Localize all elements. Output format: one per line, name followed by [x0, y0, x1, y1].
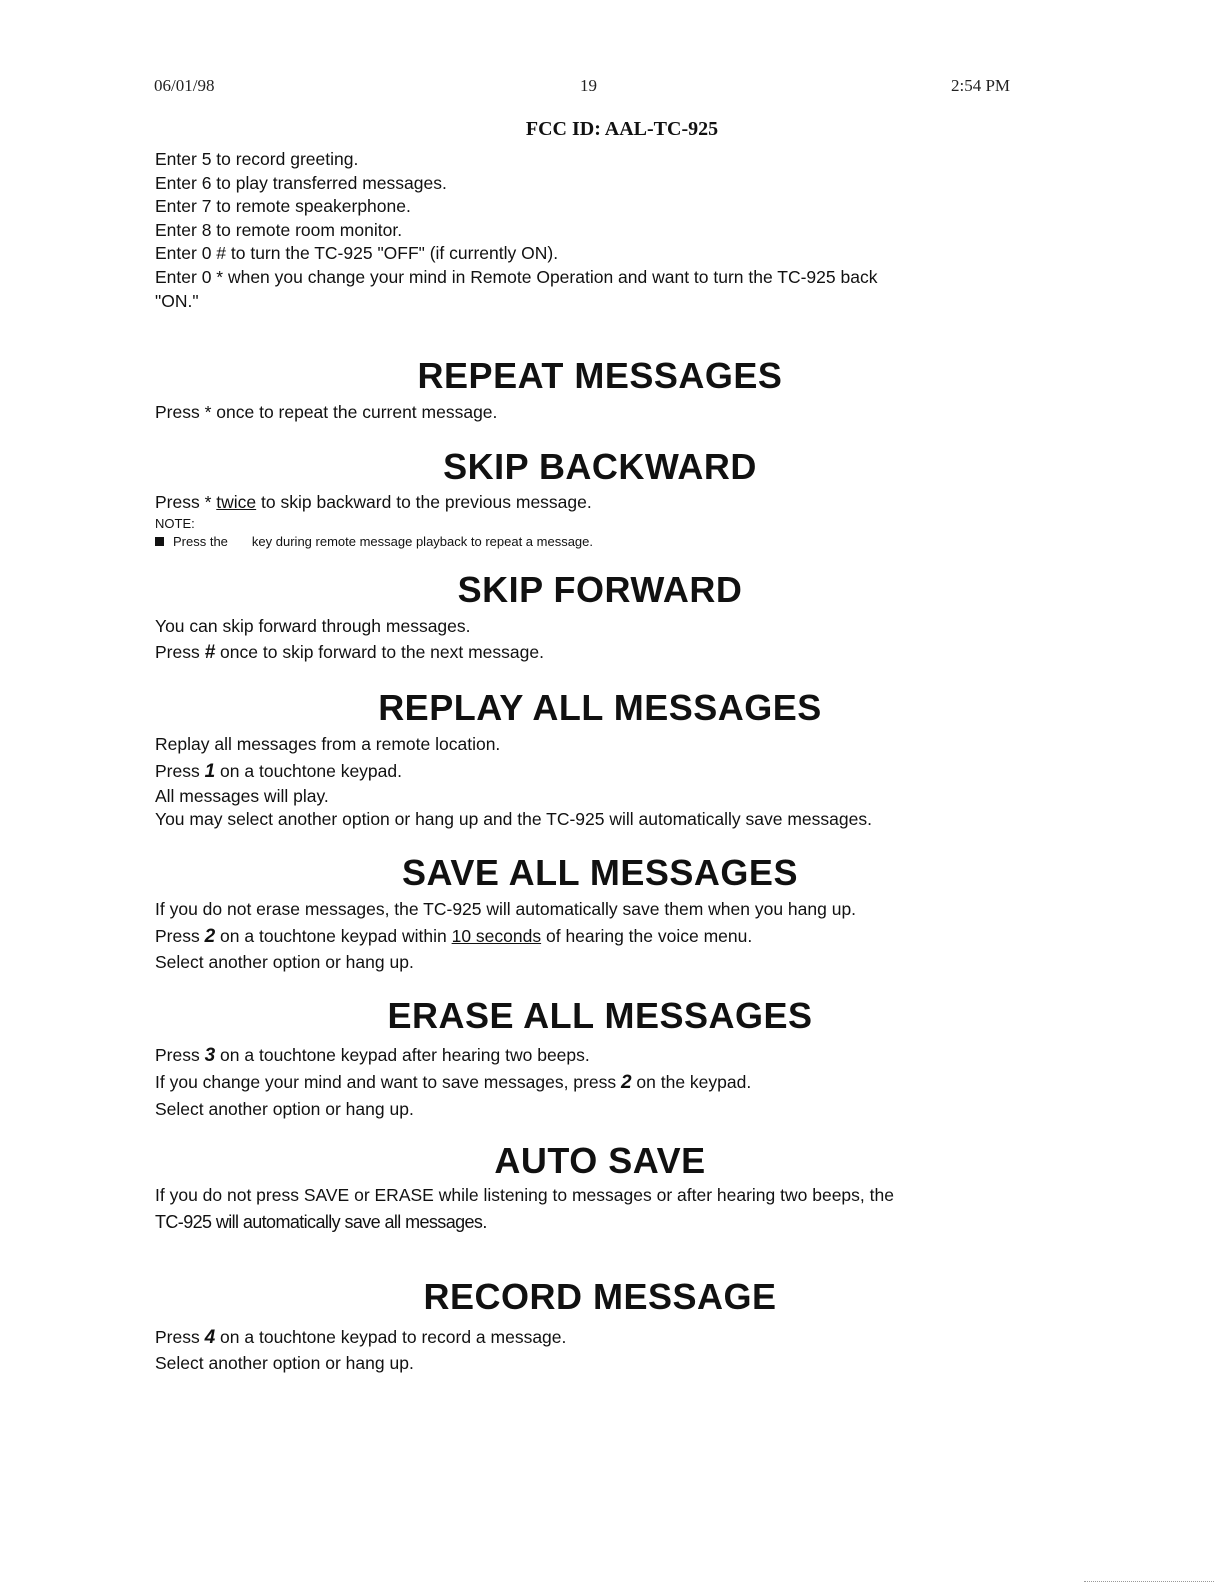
replay-all-line [155, 760, 402, 783]
intro-line: Enter 5 to record greeting. [155, 149, 359, 169]
intro-line: "ON." [155, 291, 199, 311]
section-heading-auto-save: AUTO SAVE [494, 1140, 706, 1181]
save-all-line: If you do not erase messages, the TC-925 will automatically save them when you hang up. [155, 899, 857, 919]
note-item [155, 534, 593, 549]
auto-save-line: TC-925 will automatically save all messages. [155, 1212, 487, 1232]
note-label: NOTE: [155, 516, 195, 531]
save-all-line [155, 925, 752, 948]
record-message-line: Select another option or hang up. [155, 1353, 414, 1373]
section-heading-skip-forward: SKIP FORWARD [457, 569, 743, 610]
section-heading-replay-all: REPLAY ALL MESSAGES [378, 687, 822, 728]
repeat-line: Press * once to repeat the current message. [155, 402, 498, 422]
text-segment: Press [155, 1327, 205, 1347]
replay-all-line: You may select another option or hang up and the TC-925 will automatically save messages. [155, 809, 872, 829]
key-label: 4 [204, 1327, 216, 1348]
bullet-square-icon [155, 537, 164, 546]
text-segment: If you change your mind and want to save messages, press [155, 1072, 621, 1092]
replay-all-line: All messages will play. [155, 786, 329, 806]
page-number: 19 [580, 76, 597, 95]
text-segment: on the keypad. [631, 1072, 752, 1092]
text-segment: of hearing the voice menu. [541, 926, 753, 946]
erase-all-line [155, 1044, 590, 1067]
text-segment: on a touchtone keypad to record a message. [215, 1327, 567, 1347]
text-segment: Press [155, 926, 205, 946]
header-date: 06/01/98 [154, 76, 215, 95]
auto-save-line: If you do not press SAVE or ERASE while listening to messages or after hearing two beeps, the [155, 1185, 894, 1205]
intro-line: Enter 8 to remote room monitor. [155, 220, 403, 240]
intro-line: Enter 0 # to turn the TC-925 "OFF" (if currently ON). [155, 243, 559, 263]
record-message-line [155, 1326, 566, 1349]
intro-line: Enter 6 to play transferred messages. [155, 173, 447, 193]
text-segment: to skip backward to the previous message. [256, 492, 592, 512]
erase-all-line: Select another option or hang up. [155, 1099, 414, 1119]
section-heading-skip-backward: SKIP BACKWARD [443, 446, 757, 487]
underlined-text: 10 seconds [451, 926, 542, 946]
fcc-id-title: FCC ID: AAL-TC-925 [525, 118, 719, 140]
replay-all-line: Replay all messages from a remote location. [155, 734, 501, 754]
text-segment: Press the [173, 534, 228, 549]
key-label: 1 [204, 761, 216, 782]
save-all-line: Select another option or hang up. [155, 952, 414, 972]
section-heading-record-message: RECORD MESSAGE [423, 1276, 777, 1317]
text-segment: Press * [155, 492, 217, 512]
intro-line: Enter 0 * when you change your mind in Remote Operation and want to turn the TC-925 back [155, 267, 878, 287]
section-heading-repeat: REPEAT MESSAGES [417, 355, 783, 396]
skip-forward-line [155, 641, 544, 664]
erase-all-line [155, 1071, 751, 1094]
header-time: 2:54 PM [951, 76, 1011, 95]
text-segment: Press [155, 642, 205, 662]
text-segment: on a touchtone keypad after hearing two beeps. [215, 1045, 590, 1065]
text-segment: on a touchtone keypad. [215, 761, 402, 781]
text-segment: on a touchtone keypad within [215, 926, 452, 946]
scan-artifact [1084, 1581, 1214, 1582]
intro-line: Enter 7 to remote speakerphone. [155, 196, 411, 216]
skip-backward-line [155, 491, 592, 513]
key-label: 2 [620, 1072, 632, 1093]
text-segment: Press [155, 1045, 205, 1065]
key-label: 3 [204, 1045, 216, 1066]
section-heading-erase-all: ERASE ALL MESSAGES [387, 995, 813, 1036]
underlined-text: twice [216, 492, 257, 512]
text-segment: once to skip forward to the next message. [215, 642, 544, 662]
section-heading-save-all: SAVE ALL MESSAGES [402, 852, 798, 893]
skip-forward-line: You can skip forward through messages. [155, 616, 471, 636]
text-segment: Press [155, 761, 205, 781]
key-label: 2 [204, 926, 216, 947]
key-label: # [204, 642, 216, 663]
text-segment: key during remote message playback to repeat a message. [251, 534, 593, 549]
